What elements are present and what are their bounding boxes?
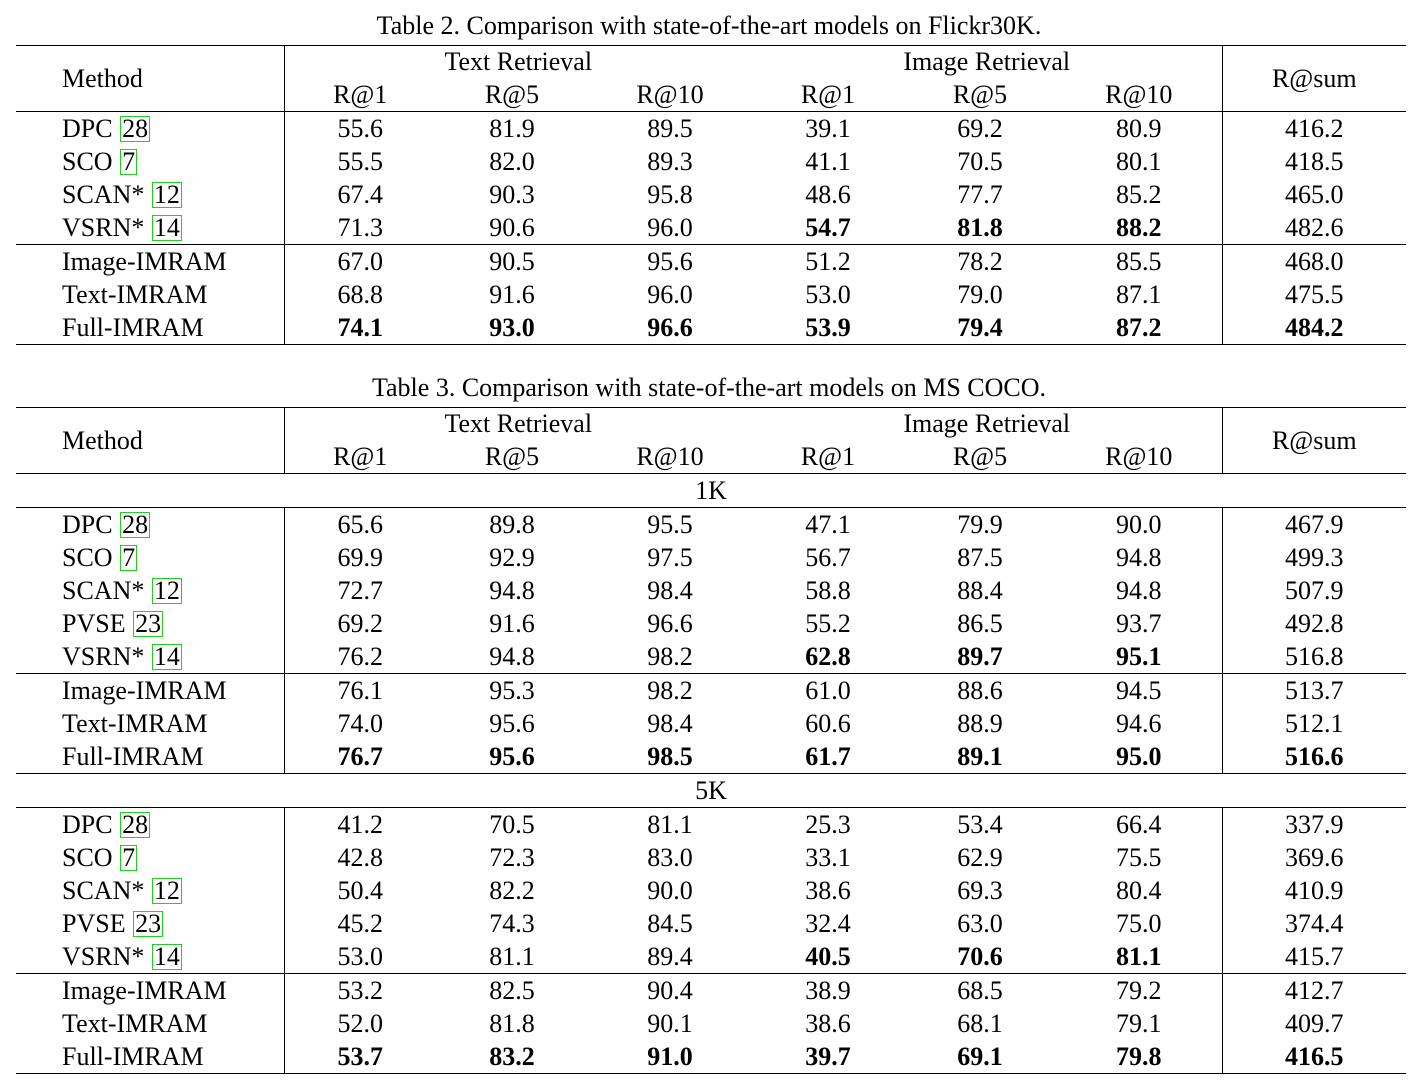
value-cell: 62.9	[957, 843, 1003, 872]
value-cell: 88.2	[1116, 213, 1162, 242]
method-cell	[16, 607, 284, 640]
method-cell	[16, 541, 284, 574]
method-name: DPC	[62, 810, 120, 839]
value-cell: 89.7	[957, 642, 1003, 671]
split-label: 1K	[16, 474, 1406, 508]
method-cell	[16, 508, 284, 542]
value-cell: 95.0	[1056, 740, 1222, 774]
value-cell: 87.1	[1116, 280, 1162, 309]
rsum-cell: 415.7	[1222, 940, 1406, 974]
value-cell: 41.2	[284, 808, 436, 842]
value-cell: 39.1	[752, 112, 904, 146]
value-cell: 98.2	[647, 642, 693, 671]
citation-link[interactable]: 23	[135, 609, 162, 638]
method-cell	[16, 311, 284, 345]
value-cell: 67.4	[337, 180, 383, 209]
method-name: Text-IMRAM	[62, 709, 208, 738]
value-cell: 89.8	[436, 508, 588, 542]
table-row	[16, 211, 1406, 245]
value-cell: 70.5	[436, 808, 588, 842]
value-cell: 78.2	[904, 245, 1056, 279]
value-cell: 91.6	[489, 609, 535, 638]
value-cell: 69.9	[337, 543, 383, 572]
value-cell: 84.5	[647, 909, 693, 938]
table-row	[16, 940, 1406, 974]
value-cell: 96.6	[588, 311, 752, 345]
citation-link[interactable]: 12	[153, 876, 180, 905]
value-cell: 70.5	[957, 147, 1003, 176]
metric-header: R@10	[636, 80, 704, 109]
value-cell: 96.0	[647, 213, 693, 242]
value-cell: 38.6	[805, 876, 851, 905]
value-cell: 90.3	[489, 180, 535, 209]
value-cell: 88.4	[957, 576, 1003, 605]
method-name: PVSE	[62, 609, 133, 638]
metric-header: R@10	[1105, 442, 1173, 471]
method-name: SCO	[62, 543, 120, 572]
rsum-cell: 374.4	[1222, 907, 1406, 940]
table-row	[16, 574, 1406, 607]
method-name: Image-IMRAM	[62, 247, 227, 276]
rsum-cell: 410.9	[1222, 874, 1406, 907]
rsum-cell: 513.7	[1222, 674, 1406, 708]
value-cell: 94.8	[489, 642, 535, 671]
rsum-cell: 482.6	[1222, 211, 1406, 245]
value-cell: 81.8	[957, 213, 1003, 242]
method-cell	[16, 907, 284, 940]
method-cell	[16, 1040, 284, 1074]
split-row	[16, 474, 1406, 508]
table-row	[16, 841, 1406, 874]
rsum-cell: 337.9	[1222, 808, 1406, 842]
method-name: VSRN*	[62, 213, 151, 242]
metric-header: R@1	[333, 442, 388, 471]
value-cell: 91.6	[489, 280, 535, 309]
table2-flickr30k	[16, 45, 1406, 345]
rsum-cell: 475.5	[1222, 278, 1406, 311]
method-cell	[16, 808, 284, 842]
table3-caption: Table 3. Comparison with state-of-the-art models on MS COCO.	[371, 373, 1047, 402]
method-cell	[16, 1007, 284, 1040]
value-cell: 80.4	[1116, 876, 1162, 905]
method-cell	[16, 874, 284, 907]
image-retrieval-header: Image Retrieval	[752, 408, 1222, 441]
value-cell: 98.5	[588, 740, 752, 774]
method-name: Full-IMRAM	[62, 1042, 204, 1071]
value-cell: 74.3	[489, 909, 535, 938]
rsum-header: R@sum	[1222, 408, 1406, 474]
value-cell: 32.4	[805, 909, 851, 938]
value-cell: 55.5	[337, 147, 383, 176]
rsum-cell: 416.2	[1222, 112, 1406, 146]
value-cell: 92.9	[489, 543, 535, 572]
value-cell: 89.5	[588, 112, 752, 146]
method-name: SCAN*	[62, 180, 151, 209]
method-cell	[16, 112, 284, 146]
citation-link[interactable]: 28	[122, 510, 149, 539]
value-cell: 83.2	[436, 1040, 588, 1074]
value-cell: 38.6	[805, 1009, 851, 1038]
table-row	[16, 974, 1406, 1008]
value-cell: 81.8	[489, 1009, 535, 1038]
rsum-cell: 516.8	[1222, 640, 1406, 674]
method-name: VSRN*	[62, 942, 151, 971]
table-row	[16, 541, 1406, 574]
value-cell: 87.2	[1056, 311, 1222, 345]
value-cell: 53.2	[284, 974, 436, 1008]
table-row	[16, 907, 1406, 940]
value-cell: 90.0	[647, 876, 693, 905]
rsum-cell: 507.9	[1222, 574, 1406, 607]
value-cell: 69.3	[957, 876, 1003, 905]
value-cell: 47.1	[752, 508, 904, 542]
value-cell: 90.1	[647, 1009, 693, 1038]
citation-link[interactable]: 7	[122, 543, 136, 572]
table-row	[16, 178, 1406, 211]
metric-header: R@10	[1105, 80, 1173, 109]
method-cell	[16, 974, 284, 1008]
metric-header: R@1	[333, 80, 388, 109]
value-cell: 83.0	[647, 843, 693, 872]
value-cell: 66.4	[1056, 808, 1222, 842]
value-cell: 33.1	[805, 843, 851, 872]
value-cell: 94.6	[1116, 709, 1162, 738]
method-cell	[16, 674, 284, 708]
value-cell: 79.8	[1056, 1040, 1222, 1074]
table-row	[16, 311, 1406, 345]
value-cell: 80.9	[1056, 112, 1222, 146]
citation-link[interactable]: 7	[122, 843, 136, 872]
value-cell: 53.7	[284, 1040, 436, 1074]
citation-link[interactable]: 14	[153, 942, 180, 971]
method-cell	[16, 940, 284, 974]
text-retrieval-header: Text Retrieval	[284, 408, 752, 441]
header-row	[16, 46, 1406, 79]
value-cell: 72.7	[337, 576, 383, 605]
value-cell: 94.8	[489, 576, 535, 605]
value-cell: 96.6	[647, 609, 693, 638]
metric-header: R@1	[800, 80, 856, 109]
method-cell	[16, 740, 284, 774]
value-cell: 81.1	[1116, 942, 1162, 971]
value-cell: 85.2	[1116, 180, 1162, 209]
value-cell: 50.4	[337, 876, 383, 905]
value-cell: 74.1	[284, 311, 436, 345]
value-cell: 95.8	[647, 180, 693, 209]
table-row	[16, 607, 1406, 640]
value-cell: 87.5	[957, 543, 1003, 572]
value-cell: 79.9	[904, 508, 1056, 542]
method-cell	[16, 640, 284, 674]
rsum-cell: 416.5	[1222, 1040, 1406, 1074]
value-cell: 72.3	[489, 843, 535, 872]
split-row	[16, 774, 1406, 808]
value-cell: 95.6	[489, 709, 535, 738]
value-cell: 69.1	[904, 1040, 1056, 1074]
method-name: DPC	[62, 114, 120, 143]
table-row	[16, 874, 1406, 907]
value-cell: 42.8	[337, 843, 383, 872]
method-name: PVSE	[62, 909, 133, 938]
method-name: Image-IMRAM	[62, 676, 227, 705]
table-row	[16, 145, 1406, 178]
value-cell: 98.4	[647, 576, 693, 605]
value-cell: 79.0	[957, 280, 1003, 309]
value-cell: 94.8	[1116, 576, 1162, 605]
value-cell: 95.6	[588, 245, 752, 279]
value-cell: 68.8	[337, 280, 383, 309]
value-cell: 48.6	[805, 180, 851, 209]
citation-link[interactable]: 28	[122, 810, 149, 839]
table2-caption: Table 2. Comparison with state-of-the-art models on Flickr30K.	[376, 11, 1042, 40]
value-cell: 94.5	[1056, 674, 1222, 708]
value-cell: 79.4	[904, 311, 1056, 345]
value-cell: 53.0	[805, 280, 851, 309]
rsum-cell: 465.0	[1222, 178, 1406, 211]
value-cell: 56.7	[805, 543, 851, 572]
value-cell: 96.0	[647, 280, 693, 309]
value-cell: 53.9	[752, 311, 904, 345]
value-cell: 98.2	[588, 674, 752, 708]
table-row	[16, 1040, 1406, 1074]
rsum-cell: 409.7	[1222, 1007, 1406, 1040]
method-name: SCO	[62, 843, 120, 872]
value-cell: 67.0	[284, 245, 436, 279]
value-cell: 89.4	[647, 942, 693, 971]
metric-header: R@5	[952, 442, 1008, 471]
value-cell: 95.6	[436, 740, 588, 774]
table-row	[16, 674, 1406, 708]
value-cell: 95.5	[588, 508, 752, 542]
table-row	[16, 508, 1406, 542]
value-cell: 71.3	[337, 213, 383, 242]
value-cell: 93.0	[436, 311, 588, 345]
method-cell	[16, 178, 284, 211]
rsum-cell: 484.2	[1222, 311, 1406, 345]
method-cell	[16, 245, 284, 279]
method-name: DPC	[62, 510, 120, 539]
citation-link[interactable]: 12	[153, 180, 180, 209]
value-cell: 90.6	[489, 213, 535, 242]
citation-link[interactable]: 23	[135, 909, 162, 938]
split-label: 5K	[16, 774, 1406, 808]
citation-link[interactable]: 7	[122, 147, 136, 176]
method-name: Full-IMRAM	[62, 742, 204, 771]
citation-link[interactable]: 14	[153, 213, 180, 242]
method-name: Text-IMRAM	[62, 1009, 208, 1038]
value-cell: 82.0	[489, 147, 535, 176]
value-cell: 54.7	[805, 213, 851, 242]
metric-header: R@10	[636, 442, 704, 471]
method-cell	[16, 278, 284, 311]
metric-header: R@5	[952, 80, 1008, 109]
value-cell: 25.3	[752, 808, 904, 842]
rsum-cell: 412.7	[1222, 974, 1406, 1008]
table-row	[16, 707, 1406, 740]
method-name: SCAN*	[62, 876, 151, 905]
rsum-cell: 512.1	[1222, 707, 1406, 740]
table-row	[16, 278, 1406, 311]
value-cell: 61.7	[752, 740, 904, 774]
value-cell: 80.1	[1116, 147, 1162, 176]
method-name: SCAN*	[62, 576, 151, 605]
table-row	[16, 245, 1406, 279]
value-cell: 45.2	[337, 909, 383, 938]
table-row	[16, 740, 1406, 774]
citation-link[interactable]: 14	[153, 642, 180, 671]
value-cell: 39.7	[752, 1040, 904, 1074]
value-cell: 51.2	[752, 245, 904, 279]
value-cell: 81.1	[588, 808, 752, 842]
metric-header: R@1	[800, 442, 856, 471]
value-cell: 68.1	[957, 1009, 1003, 1038]
value-cell: 69.2	[337, 609, 383, 638]
value-cell: 38.9	[752, 974, 904, 1008]
value-cell: 98.4	[647, 709, 693, 738]
value-cell: 58.8	[805, 576, 851, 605]
value-cell: 61.0	[752, 674, 904, 708]
method-name: SCO	[62, 147, 120, 176]
value-cell: 68.5	[904, 974, 1056, 1008]
value-cell: 81.9	[436, 112, 588, 146]
value-cell: 75.5	[1116, 843, 1162, 872]
value-cell: 94.8	[1116, 543, 1162, 572]
value-cell: 65.6	[284, 508, 436, 542]
value-cell: 95.1	[1116, 642, 1162, 671]
table3-mscoco	[16, 407, 1406, 1074]
citation-link[interactable]: 12	[153, 576, 180, 605]
method-name: Text-IMRAM	[62, 280, 208, 309]
value-cell: 55.6	[284, 112, 436, 146]
method-name: VSRN*	[62, 642, 151, 671]
value-cell: 53.0	[337, 942, 383, 971]
value-cell: 60.6	[805, 709, 851, 738]
value-cell: 41.1	[805, 147, 851, 176]
rsum-cell: 369.6	[1222, 841, 1406, 874]
image-retrieval-header: Image Retrieval	[752, 46, 1222, 79]
table-row	[16, 640, 1406, 674]
rsum-header: R@sum	[1222, 46, 1406, 112]
rsum-cell: 516.6	[1222, 740, 1406, 774]
value-cell: 91.0	[588, 1040, 752, 1074]
value-cell: 76.7	[284, 740, 436, 774]
value-cell: 89.3	[647, 147, 693, 176]
value-cell: 81.1	[489, 942, 535, 971]
value-cell: 75.0	[1116, 909, 1162, 938]
method-header: Method	[16, 408, 284, 474]
rsum-cell: 467.9	[1222, 508, 1406, 542]
value-cell: 86.5	[957, 609, 1003, 638]
table-row	[16, 1007, 1406, 1040]
value-cell: 82.2	[489, 876, 535, 905]
method-cell	[16, 145, 284, 178]
method-cell	[16, 841, 284, 874]
method-name: Image-IMRAM	[62, 976, 227, 1005]
method-cell	[16, 574, 284, 607]
value-cell: 88.6	[904, 674, 1056, 708]
value-cell: 76.2	[337, 642, 383, 671]
text-retrieval-header: Text Retrieval	[284, 46, 752, 79]
metric-header: R@5	[484, 442, 540, 471]
value-cell: 95.3	[436, 674, 588, 708]
value-cell: 88.9	[957, 709, 1003, 738]
metric-header: R@5	[484, 80, 540, 109]
value-cell: 52.0	[337, 1009, 383, 1038]
rsum-cell: 492.8	[1222, 607, 1406, 640]
value-cell: 85.5	[1056, 245, 1222, 279]
value-cell: 90.4	[588, 974, 752, 1008]
value-cell: 76.1	[284, 674, 436, 708]
method-header: Method	[16, 46, 284, 112]
value-cell: 89.1	[904, 740, 1056, 774]
value-cell: 53.4	[904, 808, 1056, 842]
table-row	[16, 808, 1406, 842]
header-row	[16, 408, 1406, 441]
citation-link[interactable]: 28	[122, 114, 149, 143]
method-name: Full-IMRAM	[62, 313, 204, 342]
value-cell: 63.0	[957, 909, 1003, 938]
value-cell: 79.2	[1056, 974, 1222, 1008]
rsum-cell: 499.3	[1222, 541, 1406, 574]
value-cell: 55.2	[805, 609, 851, 638]
value-cell: 62.8	[805, 642, 851, 671]
value-cell: 74.0	[337, 709, 383, 738]
value-cell: 90.0	[1056, 508, 1222, 542]
value-cell: 82.5	[436, 974, 588, 1008]
table-row	[16, 112, 1406, 146]
value-cell: 70.6	[957, 942, 1003, 971]
value-cell: 93.7	[1116, 609, 1162, 638]
rsum-cell: 418.5	[1222, 145, 1406, 178]
method-cell	[16, 707, 284, 740]
value-cell: 77.7	[957, 180, 1003, 209]
value-cell: 97.5	[647, 543, 693, 572]
method-cell	[16, 211, 284, 245]
value-cell: 69.2	[904, 112, 1056, 146]
value-cell: 40.5	[805, 942, 851, 971]
value-cell: 90.5	[436, 245, 588, 279]
rsum-cell: 468.0	[1222, 245, 1406, 279]
value-cell: 79.1	[1116, 1009, 1162, 1038]
